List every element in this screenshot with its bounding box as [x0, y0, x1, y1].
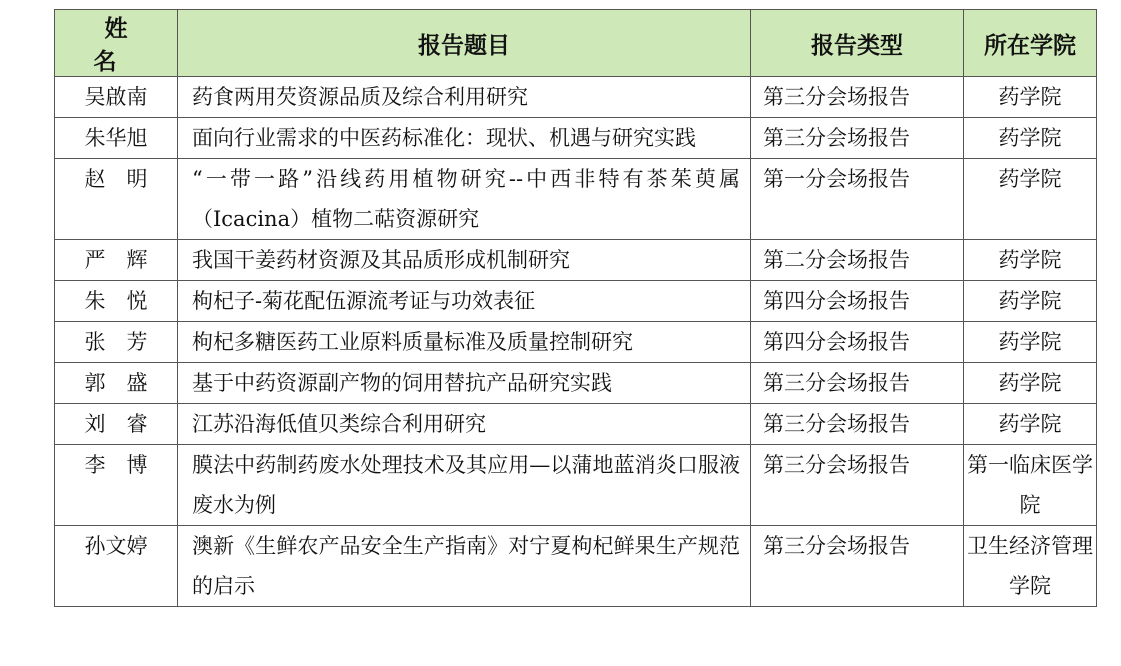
table-row — [55, 240, 1097, 281]
header-type: 报告类型 — [751, 10, 964, 77]
table-row — [55, 404, 1097, 445]
cell-college: 第一临床医学院 — [964, 445, 1097, 526]
cell-name: 郭 盛 — [55, 363, 178, 404]
cell-college: 药学院 — [964, 363, 1097, 404]
cell-name: 朱华旭 — [55, 118, 178, 159]
cell-type: 第四分会场报告 — [751, 281, 964, 322]
cell-type: 第三分会场报告 — [751, 526, 964, 607]
cell-title: “一带一路”沿线药用植物研究--中西非特有茶茱萸属（Icacina）植物二萜资源研究 — [178, 159, 751, 240]
cell-name: 李 博 — [55, 445, 178, 526]
header-name — [55, 10, 178, 77]
cell-type: 第三分会场报告 — [751, 363, 964, 404]
table-row — [55, 77, 1097, 118]
cell-college: 药学院 — [964, 159, 1097, 240]
cell-name: 赵 明 — [55, 159, 178, 240]
cell-college: 药学院 — [964, 240, 1097, 281]
cell-name: 张 芳 — [55, 322, 178, 363]
header-college: 所在学院 — [964, 10, 1097, 77]
cell-name: 严 辉 — [55, 240, 178, 281]
cell-title: 江苏沿海低值贝类综合利用研究 — [178, 404, 751, 445]
cell-type: 第二分会场报告 — [751, 240, 964, 281]
cell-college: 药学院 — [964, 404, 1097, 445]
cell-type: 第三分会场报告 — [751, 404, 964, 445]
cell-title: 药食两用芡资源品质及综合利用研究 — [178, 77, 751, 118]
table-row — [55, 445, 1097, 526]
cell-name: 吴啟南 — [55, 77, 178, 118]
cell-type: 第一分会场报告 — [751, 159, 964, 240]
report-table — [54, 9, 1097, 607]
cell-title: 膜法中药制药废水处理技术及其应用—以蒲地蓝消炎口服液废水为例 — [178, 445, 751, 526]
cell-college: 药学院 — [964, 322, 1097, 363]
cell-title: 基于中药资源副产物的饲用替抗产品研究实践 — [178, 363, 751, 404]
table-row — [55, 281, 1097, 322]
header-row — [55, 10, 1097, 77]
table-row — [55, 526, 1097, 607]
cell-name: 朱 悦 — [55, 281, 178, 322]
cell-title: 面向行业需求的中医药标准化：现状、机遇与研究实践 — [178, 118, 751, 159]
cell-type: 第三分会场报告 — [751, 118, 964, 159]
header-name-label: 姓 名 — [93, 16, 150, 75]
cell-name: 孙文婷 — [55, 526, 178, 607]
cell-name: 刘 睿 — [55, 404, 178, 445]
cell-title: 我国干姜药材资源及其品质形成机制研究 — [178, 240, 751, 281]
cell-type: 第三分会场报告 — [751, 445, 964, 526]
cell-type: 第四分会场报告 — [751, 322, 964, 363]
table-row — [55, 118, 1097, 159]
cell-title: 枸杞多糖医药工业原料质量标准及质量控制研究 — [178, 322, 751, 363]
table-row — [55, 322, 1097, 363]
cell-college: 药学院 — [964, 118, 1097, 159]
cell-college: 药学院 — [964, 77, 1097, 118]
table-row — [55, 363, 1097, 404]
cell-college: 药学院 — [964, 281, 1097, 322]
table-row — [55, 159, 1097, 240]
cell-title: 枸杞子-菊花配伍源流考证与功效表征 — [178, 281, 751, 322]
report-table-container — [54, 9, 1096, 607]
cell-type: 第三分会场报告 — [751, 77, 964, 118]
cell-college: 卫生经济管理学院 — [964, 526, 1097, 607]
header-title: 报告题目 — [178, 10, 751, 77]
cell-title: 澳新《生鲜农产品安全生产指南》对宁夏枸杞鲜果生产规范的启示 — [178, 526, 751, 607]
